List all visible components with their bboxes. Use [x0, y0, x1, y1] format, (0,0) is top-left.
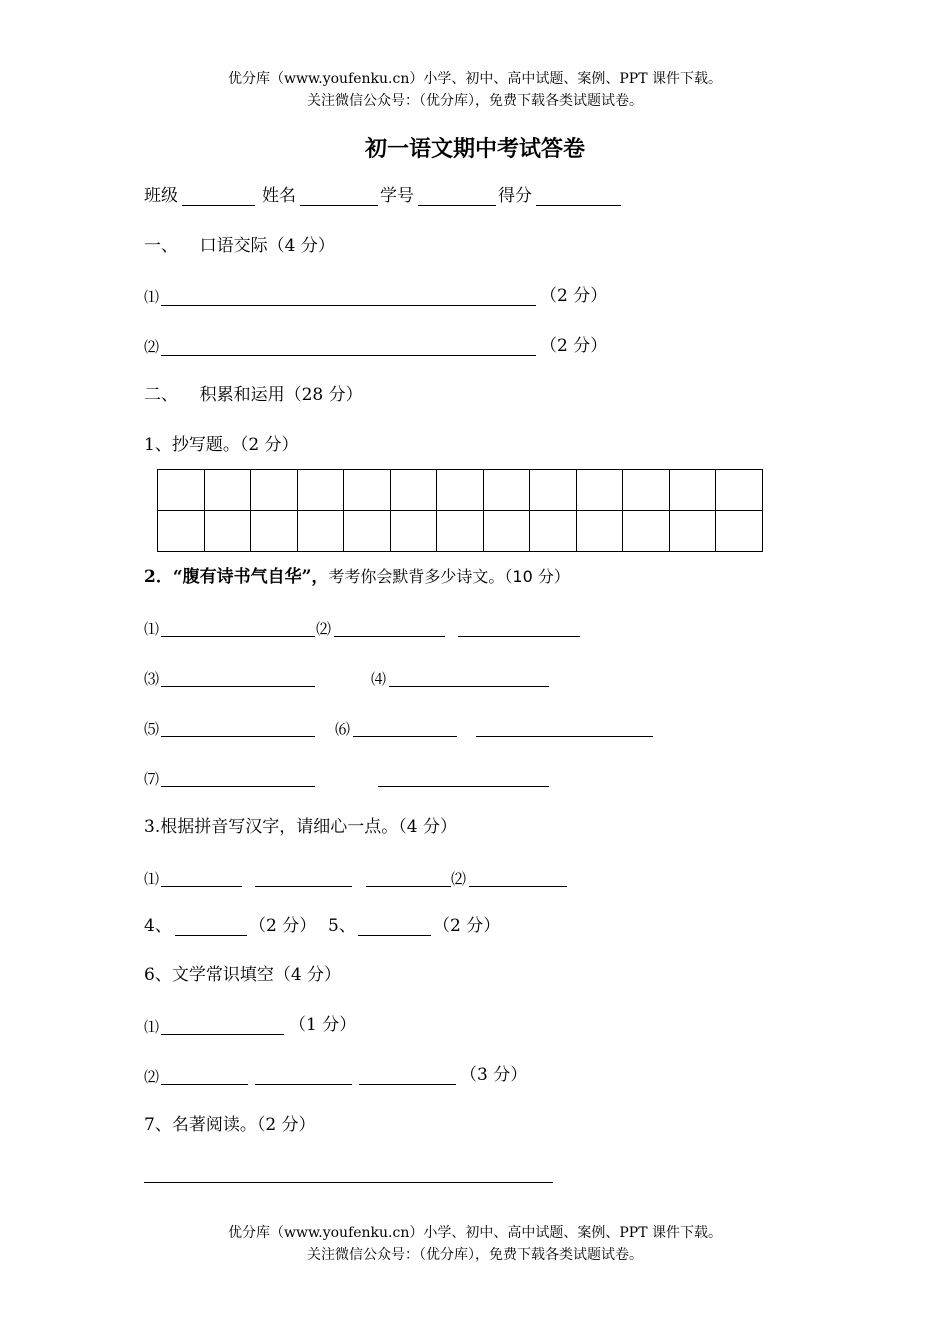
q2-blank-2b[interactable] — [458, 636, 580, 637]
label-name: 姓名 — [262, 186, 296, 206]
q6-blank-2b[interactable] — [255, 1084, 352, 1085]
q2-blank-5[interactable] — [161, 736, 315, 737]
section-2-heading: 二、 积累和运用（28 分） — [144, 385, 363, 405]
q1-text: 1、抄写题。（2 分） — [144, 435, 299, 455]
q2-blank-1[interactable] — [161, 636, 315, 637]
q2-instruction: 考考你会默背多少诗文。（10 分） — [328, 567, 570, 586]
q4-points: （2 分） — [249, 916, 317, 936]
q2-label-5: ⑸ — [144, 720, 160, 738]
q2-label-6: ⑹ — [335, 720, 351, 738]
label-score: 得分 — [498, 186, 532, 206]
copy-grid[interactable] — [157, 469, 763, 552]
score-blank[interactable] — [536, 205, 621, 206]
q2-blank-2a[interactable] — [334, 636, 445, 637]
q3-blank-1b[interactable] — [255, 886, 352, 887]
q2-label-7: ⑺ — [144, 770, 160, 788]
q3-blank-1a[interactable] — [161, 886, 242, 887]
s1-item-2-blank[interactable] — [161, 355, 536, 356]
footer-line-1: 优分库（www.youfenku.cn）小学、初中、高中试题、案例、PPT 课件下载。 — [227, 1225, 722, 1241]
q6-label-2: ⑵ — [144, 1068, 160, 1086]
q3-text: 3.根据拼音写汉字，请细心一点。（4 分） — [144, 817, 457, 837]
q4-blank[interactable] — [175, 935, 247, 936]
q2-blank-7b[interactable] — [378, 786, 549, 787]
class-blank[interactable] — [182, 205, 255, 206]
q2-label-4: ⑷ — [371, 670, 387, 688]
q5-points: （2 分） — [433, 916, 501, 936]
q2-blank-3[interactable] — [161, 686, 315, 687]
q6-points-2: （3 分） — [460, 1065, 528, 1085]
q5-label: 5、 — [328, 916, 356, 936]
q3-label-2: ⑵ — [451, 870, 467, 888]
q2-text — [144, 565, 570, 589]
q6-blank-2c[interactable] — [359, 1084, 456, 1085]
s1-item-2-label: ⑵ — [144, 338, 160, 356]
q3-blank-2[interactable] — [469, 886, 567, 887]
label-id: 学号 — [380, 186, 414, 206]
q2-blank-7a[interactable] — [161, 786, 315, 787]
q7-blank[interactable] — [144, 1182, 553, 1183]
q6-points-1: （1 分） — [289, 1015, 357, 1035]
q2-quote: 2．“腹有诗书气自华”， — [144, 567, 329, 587]
header-line-2: 关注微信公众号：（优分库），免费下载各类试题试卷。 — [307, 93, 643, 109]
s1-item-1-blank[interactable] — [161, 305, 536, 306]
footer-line-2: 关注微信公众号：（优分库），免费下载各类试题试卷。 — [307, 1247, 643, 1263]
q3-blank-1c[interactable] — [366, 886, 451, 887]
page-title: 初一语文期中考试答卷 — [364, 136, 585, 162]
q6-blank-2a[interactable] — [161, 1084, 248, 1085]
q2-blank-6a[interactable] — [353, 736, 457, 737]
q6-label-1: ⑴ — [144, 1018, 160, 1036]
q2-blank-4[interactable] — [389, 686, 549, 687]
q2-label-3: ⑶ — [144, 670, 160, 688]
id-blank[interactable] — [418, 205, 496, 206]
q6-blank-1[interactable] — [161, 1034, 284, 1035]
name-blank[interactable] — [300, 205, 378, 206]
q2-label-2: ⑵ — [316, 620, 332, 638]
s1-item-1-label: ⑴ — [144, 288, 160, 306]
q7-text: 7、名著阅读。（2 分） — [144, 1115, 316, 1135]
q5-blank[interactable] — [358, 935, 431, 936]
q3-label-1: ⑴ — [144, 870, 160, 888]
label-class: 班级 — [144, 186, 178, 206]
s1-item-2-points: （2 分） — [540, 336, 608, 356]
header-line-1: 优分库（www.youfenku.cn）小学、初中、高中试题、案例、PPT 课件下载。 — [227, 71, 722, 87]
s1-item-1-points: （2 分） — [540, 286, 608, 306]
q2-blank-6b[interactable] — [476, 736, 653, 737]
section-1-heading: 一、 口语交际（4 分） — [144, 236, 335, 256]
q4-label: 4、 — [144, 916, 172, 936]
q2-label-1: ⑴ — [144, 620, 160, 638]
q6-text: 6、文学常识填空（4 分） — [144, 965, 342, 985]
